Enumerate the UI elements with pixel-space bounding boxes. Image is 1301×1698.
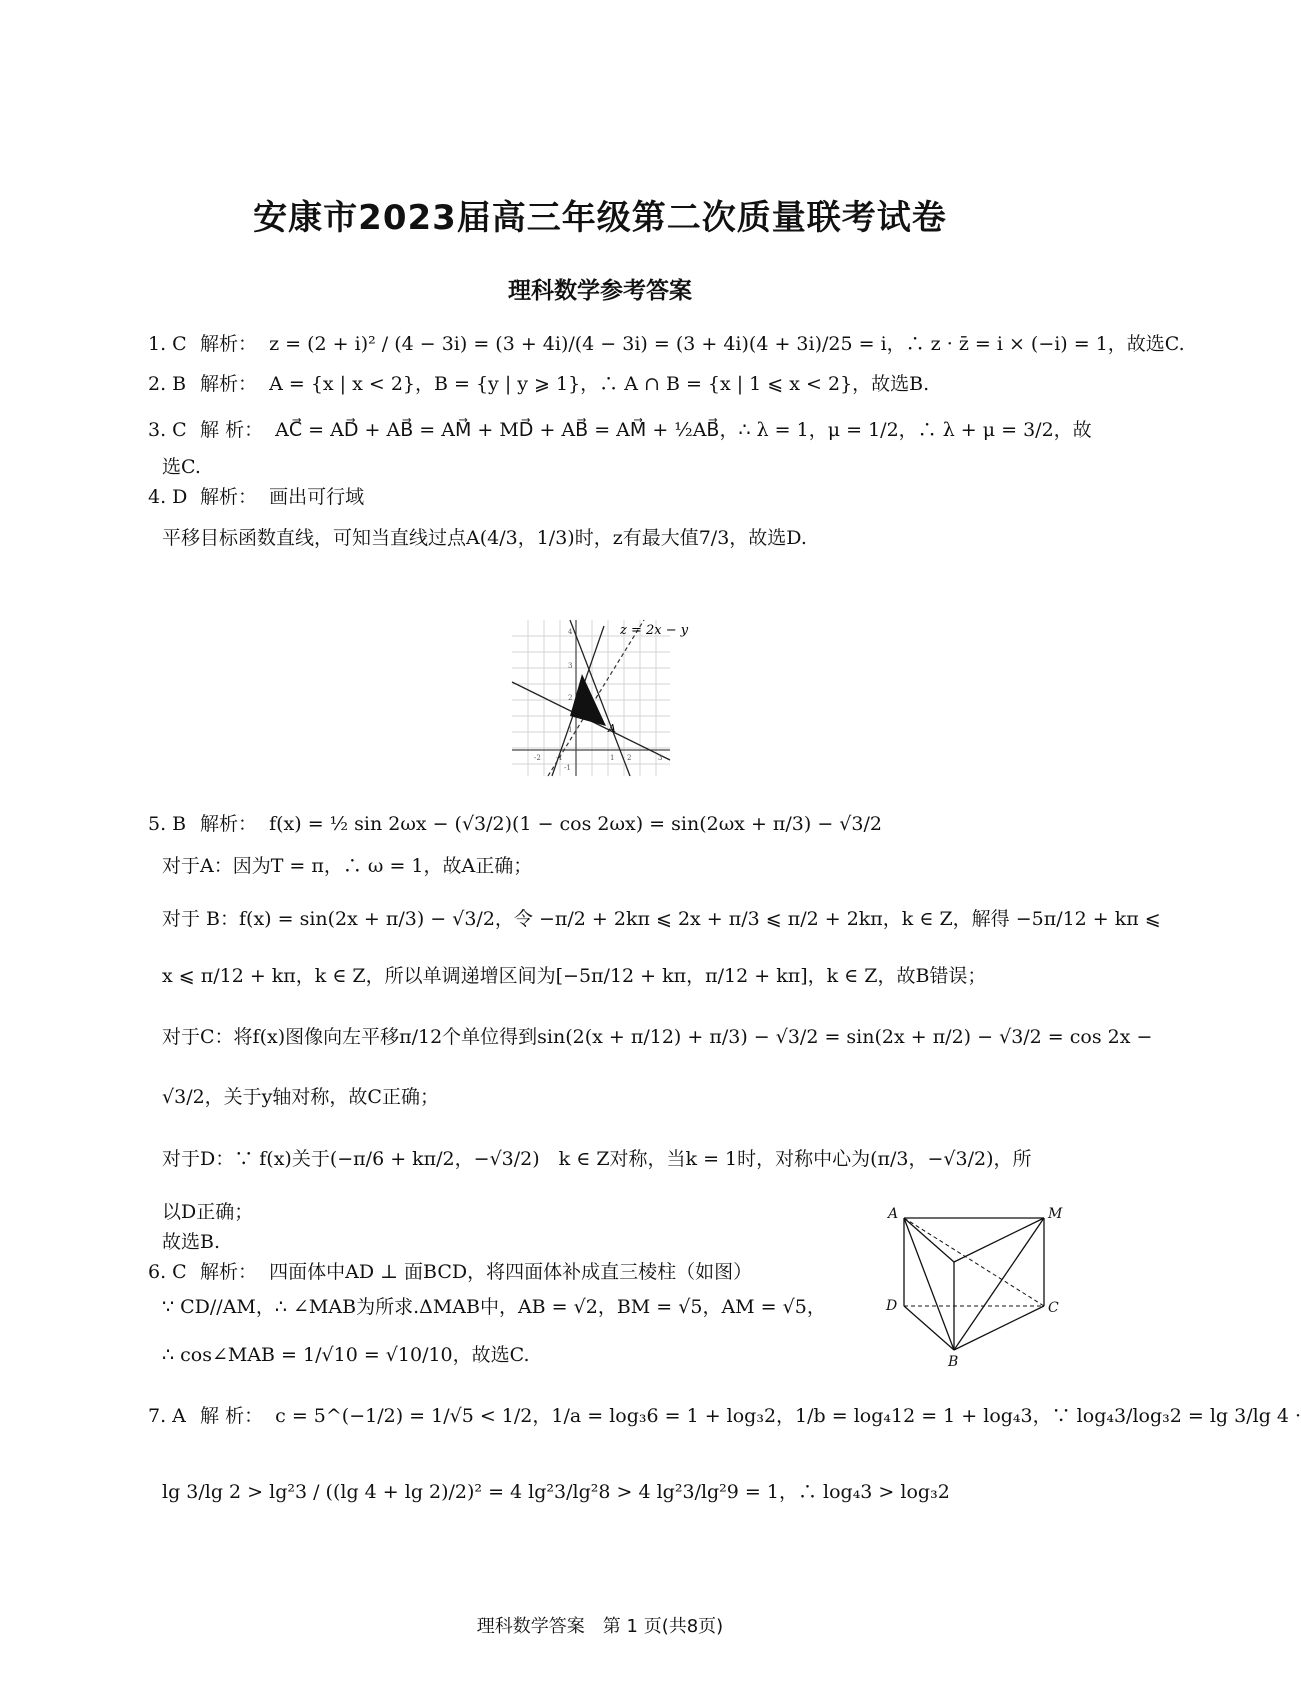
answer-5	[148, 810, 882, 838]
answer-6	[148, 1258, 752, 1286]
answer-number: 3. C	[148, 419, 187, 441]
tick-x: -2	[534, 754, 541, 762]
answer-label: 解析：	[200, 1261, 258, 1283]
answer-4-cont: 平移目标函数直线，可知当直线过点A(4/3，1/3)时，z有最大值7/3，故选D.	[162, 527, 807, 549]
answer-1	[148, 330, 1185, 358]
answer-7	[148, 1402, 1301, 1430]
answer-5-c: 对于C：将f(x)图像向左平移π/12个单位得到sin(2(x + π/12) + π/3) − √3/2 = sin(2x + π/2) − √3/2 = cos 2x −	[162, 1026, 1153, 1048]
tick-x: 1	[610, 754, 615, 762]
tick-y: 3	[568, 662, 573, 670]
vertex-label: D	[886, 1298, 898, 1314]
vertex-label: M	[1048, 1206, 1063, 1222]
point-label: A	[608, 722, 616, 735]
answer-text: f(x) = ½ sin 2ωx − (√3/2)(1 − cos 2ωx) = sin(2ωx + π/3) − √3/2	[269, 813, 882, 835]
answer-6-c: ∴ cos∠MAB = 1/√10 = √10/10，故选C.	[162, 1344, 530, 1366]
answer-5-b2: x ⩽ π/12 + kπ，k ∈ Z，所以单调递增区间为[−5π/12 + kπ，π/12 + kπ]，k ∈ Z，故B错误；	[162, 965, 987, 987]
answer-label: 解析：	[200, 486, 258, 508]
answer-number: 2. B	[148, 373, 187, 395]
answer-5-a: 对于A：因为T = π，∴ ω = 1，故A正确；	[162, 855, 533, 877]
answer-number: 4. D	[148, 486, 188, 508]
answer-5-e: 故选B.	[162, 1231, 221, 1253]
feasible-region-figure	[512, 620, 689, 776]
prism-figure	[884, 1200, 1064, 1368]
answer-5-d: 对于D：∵ f(x)关于(−π/6 + kπ/2，−√3/2) k ∈ Z对称，当k = 1时，对称中心为(π/3，−√3/2)，所	[162, 1148, 1032, 1170]
tick-y: 1	[568, 726, 573, 734]
answer-2	[148, 370, 929, 398]
answer-text: 画出可行域	[269, 486, 365, 508]
answer-text: A = {x | x < 2}，B = {y | y ⩾ 1}，∴ A ∩ B = {x | 1 ⩽ x < 2}，故选B.	[269, 373, 930, 395]
answer-label: 解析：	[200, 813, 258, 835]
page-subtitle: 理科数学参考答案	[508, 278, 692, 304]
vertex-label: A	[888, 1206, 899, 1222]
answer-label: 解析：	[200, 333, 258, 355]
answer-number: 7. A	[148, 1405, 186, 1427]
answer-text: 四面体中AD ⊥ 面BCD，将四面体补成直三棱柱（如图）	[269, 1261, 753, 1283]
answer-text: c = 5^(−1/2) = 1/√5 < 1/2，1/a = log₃6 = 1 + log₃2，1/b = log₄12 = 1 + log₄3，∵ log₄3/log₃2 = lg 3/lg 4 ·	[275, 1405, 1301, 1427]
answer-text: z = (2 + i)² / (4 − 3i) = (3 + 4i)/(4 − 3i) = (3 + 4i)(4 + 3i)/25 = i，∴ z · z̄ = i × (−i) = 1，故选C.	[269, 333, 1185, 355]
answer-text: AC⃗ = AD⃗ + AB⃗ = AM⃗ + MD⃗ + AB⃗ = AM⃗ + ½AB⃗，∴ λ = 1，μ = 1/2，∴ λ + μ = 3/2，故	[275, 419, 1092, 441]
answer-3-cont: 选C.	[162, 456, 201, 478]
vertex-label: C	[1048, 1300, 1059, 1316]
page-title: 安康市2023届高三年级第二次质量联考试卷	[253, 198, 947, 238]
answer-number: 5. B	[148, 813, 187, 835]
tick-y: 2	[568, 694, 573, 702]
answer-5-d2: 以D正确；	[162, 1201, 254, 1223]
tick-x: 3	[658, 754, 663, 762]
tick-x: 2	[627, 754, 632, 762]
answer-5-c2: √3/2，关于y轴对称，故C正确；	[162, 1086, 439, 1108]
answer-6-b: ∵ CD//AM，∴ ∠MAB为所求.ΔMAB中，AB = √2，BM = √5，AM = √5，	[162, 1296, 826, 1318]
answer-5-b: 对于 B：f(x) = sin(2x + π/3) − √3/2，令 −π/2 + 2kπ ⩽ 2x + π/3 ⩽ π/2 + 2kπ，k ∈ Z，解得 −5π/12 + kπ ⩽	[162, 908, 1161, 930]
answer-3	[148, 416, 1092, 444]
tick-y: -1	[564, 764, 571, 772]
answer-label: 解析：	[200, 373, 258, 395]
tick-y: 4	[568, 628, 573, 636]
answer-4	[148, 483, 364, 511]
answer-number: 1. C	[148, 333, 187, 355]
line-label: z = 2x − y	[620, 623, 689, 638]
page-footer: 理科数学答案 第 1 页(共8页)	[476, 1616, 724, 1637]
tick-x: -1	[556, 754, 563, 762]
vertex-label: B	[948, 1354, 959, 1370]
answer-label: 解 析：	[200, 1405, 264, 1427]
answer-7-b: lg 3/lg 2 > lg²3 / ((lg 4 + lg 2)/2)² = 4 lg²3/lg²8 > 4 lg²3/lg²9 = 1，∴ log₄3 > log₃2	[162, 1481, 950, 1503]
answer-label: 解 析：	[200, 419, 264, 441]
answer-number: 6. C	[148, 1261, 187, 1283]
